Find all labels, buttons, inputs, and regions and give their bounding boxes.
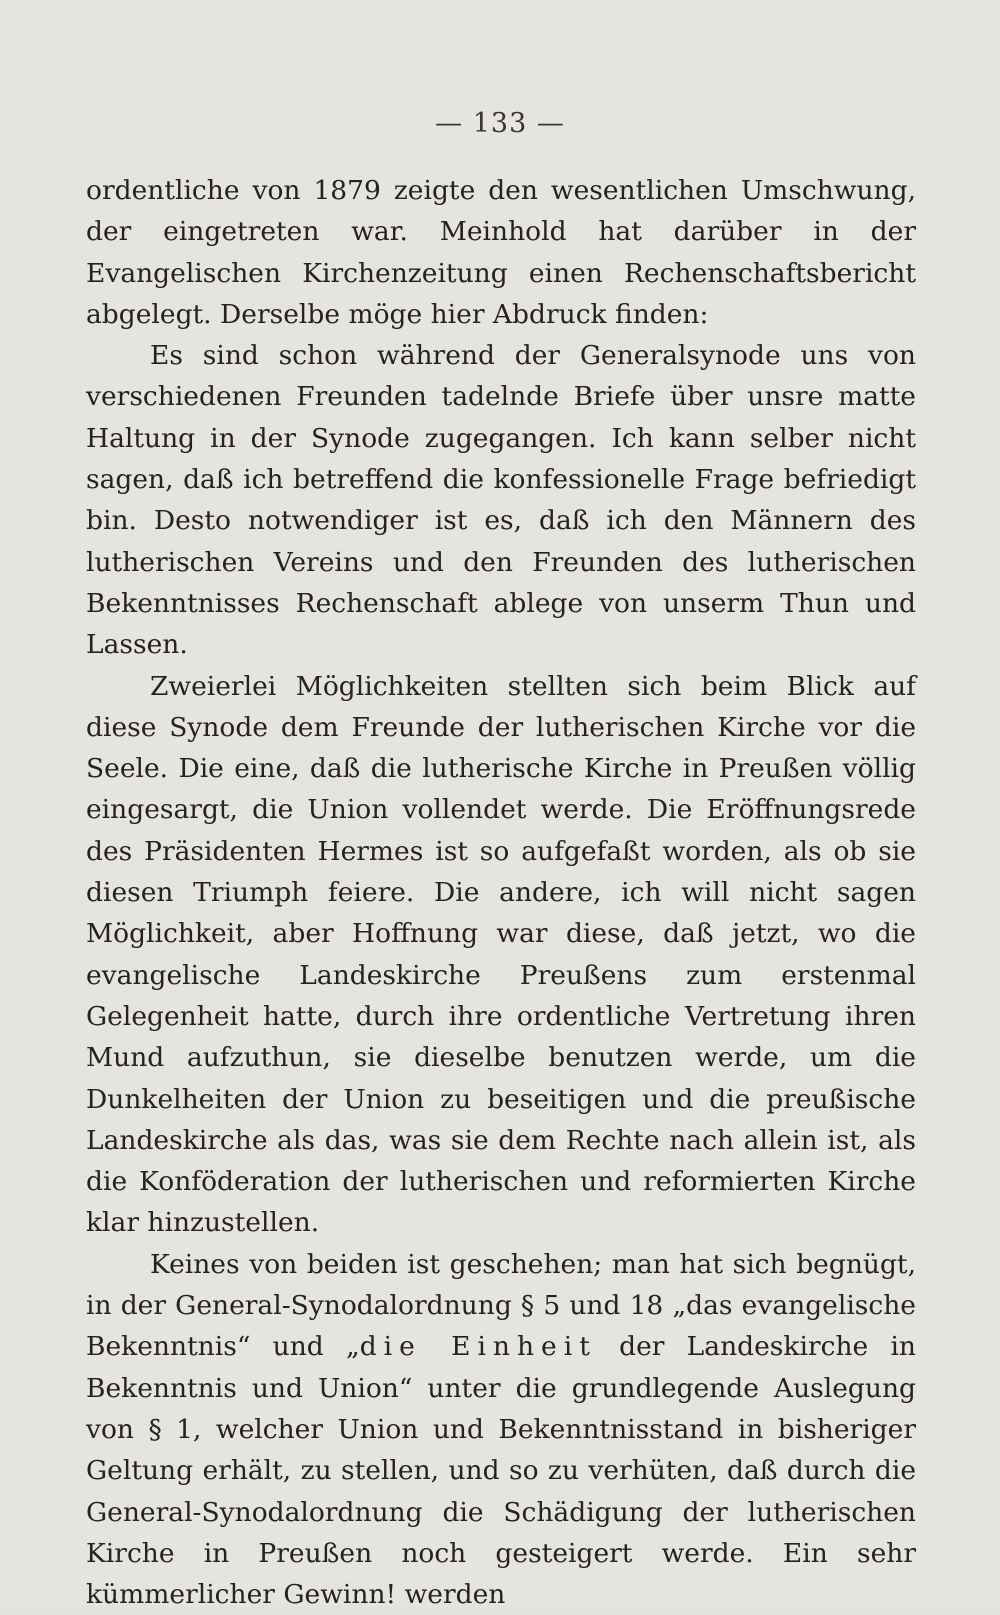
body-text (86, 170, 916, 1615)
text-run: Keines von beiden ist geschehen; man hat sich begnügt, in der General-Synodalordnung § 5 und 18 „das evangelische Bekenntnis“ und „ (86, 1248, 916, 1363)
paragraph-intro: ordentliche von 1879 zeigte den wesentlichen Umschwung, der eingetreten war. Meinhold hat darüber in der Evangelischen Kirchenzeitung einen Rechenschaftsbericht abgelegt. Derselbe möge hier Abdruck finden: (86, 175, 916, 330)
text-run: der Landeskirche in Bekenntnis und Union“ unter die grundlegende Auslegung von § 1, welcher Union und Bekenntnisstand in bisheriger Geltung erhält, zu stellen, und so zu verhüten, daß durch die General-Synodalordnung die Schädigung der lutherischen Kirche in Preußen noch gesteigert werde. Ein sehr kümmerlicher Gewinn! werden (86, 1331, 916, 1611)
paragraph-quote-2: Zweierlei Möglichkeiten stellten sich beim Blick auf diese Synode dem Freunde der lutherischen Kirche vor die Seele. Die eine, daß die lutherische Kirche in Preußen völlig eingesargt, die Union vollendet werde. Die Eröffnungsrede des Präsidenten Hermes ist so aufgefaßt worden, als ob sie diesen Triumph feiere. Die andere, ich will nicht sagen Möglichkeit, aber Hoffnung war diese, daß jetzt, wo die evangelische Landeskirche Preußens zum erstenmal Gelegenheit hatte, durch ihre ordentliche Vertretung ihren Mund aufzuthun, sie dieselbe benutzen werde, um die Dunkelheiten der Union zu beseitigen und die preußische Landeskirche als das, was sie dem Rechte nach allein ist, als die Konföderation der lutherischen und reformierten Kirche klar hinzustellen. (86, 670, 916, 1239)
paragraph-quote-1: Es sind schon während der Generalsynode uns von verschiedenen Freunden tadelnde Briefe über unsre matte Haltung in der Synode zugegangen. Ich kann selber nicht sagen, daß ich betreffend die konfessionelle Frage befriedigt bin. Desto notwendiger ist es, daß ich den Männern des lutherischen Vereins und den Freunden des lutherischen Bekenntnisses Rechenschaft ablege von unserm Thun und Lassen. (86, 340, 916, 661)
emphasized-text: die Einheit (359, 1331, 597, 1363)
paragraph-quote-3 (86, 1244, 916, 1615)
page-number: — 133 — (435, 108, 565, 139)
